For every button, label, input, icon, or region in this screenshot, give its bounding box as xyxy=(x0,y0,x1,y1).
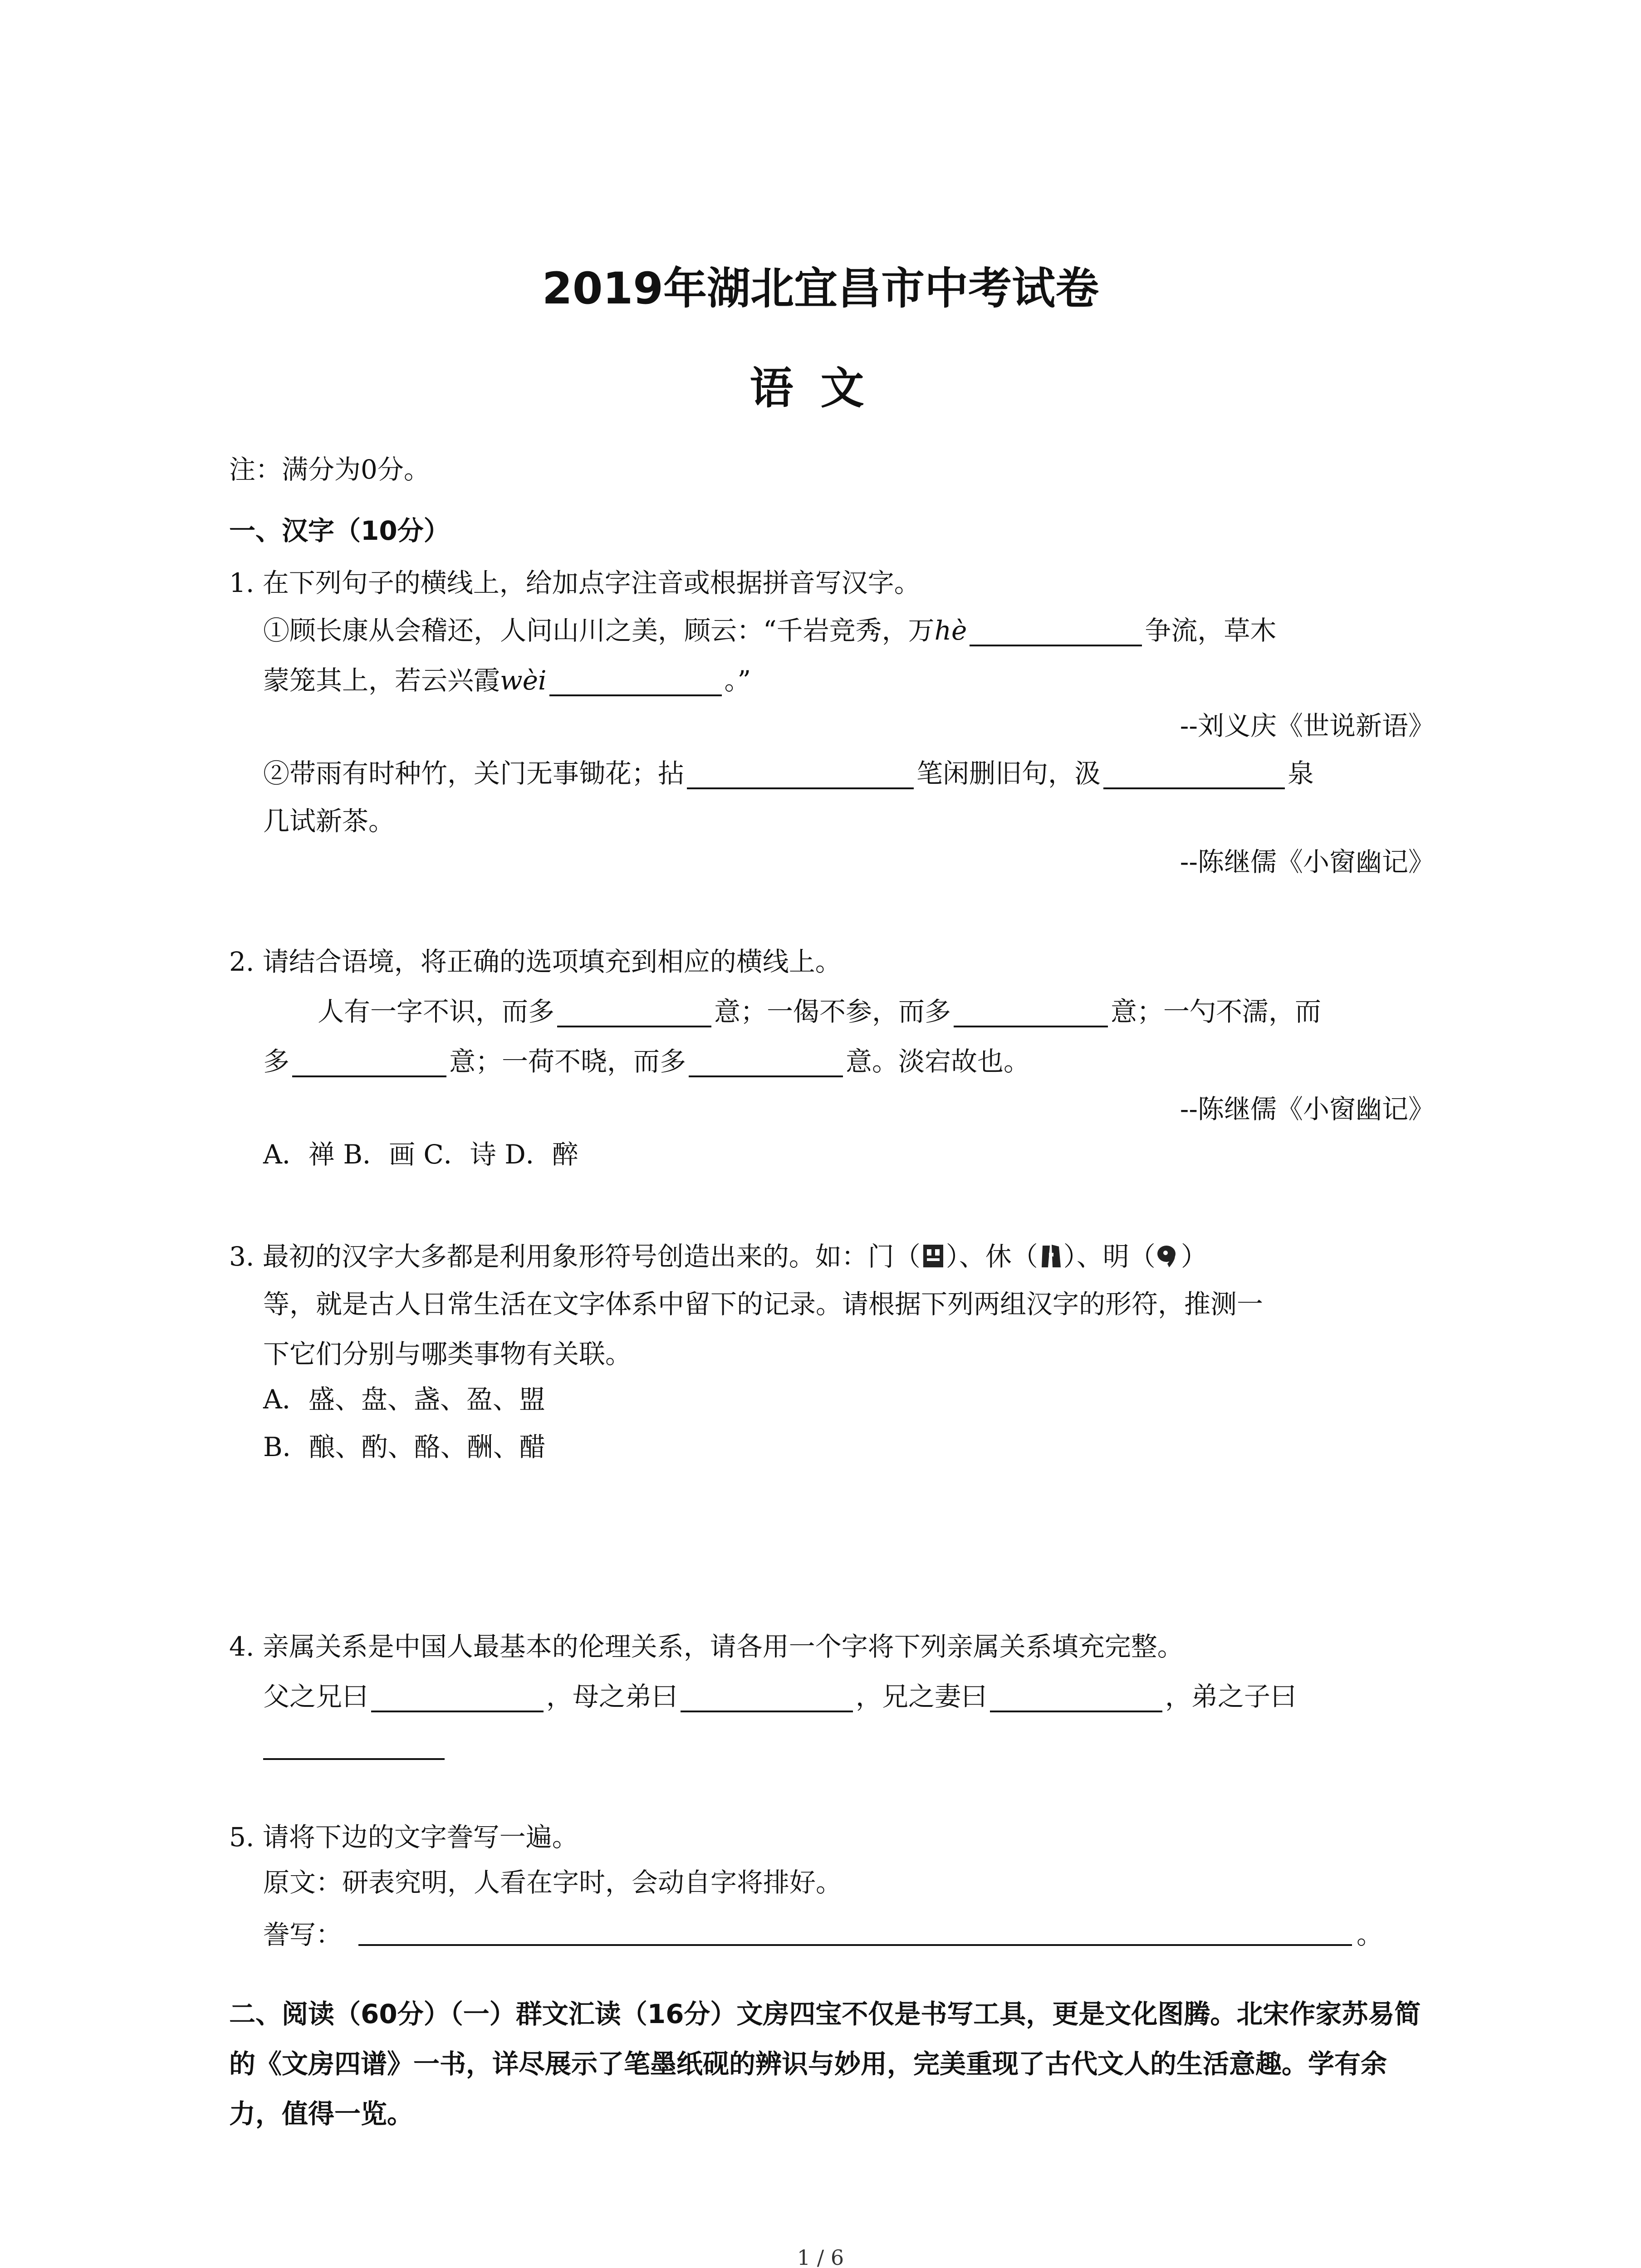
q3-text: ） xyxy=(1181,1241,1207,1272)
q5-copy-end: 。 xyxy=(1357,1919,1383,1950)
q5-original-text: 原文：研表究明，人看在字时，会动自字将排好。 xyxy=(263,1867,843,1898)
men-glyph-icon xyxy=(921,1242,946,1270)
section-heading-hanzi: 一、汉字（10分） xyxy=(229,515,450,546)
question-1-prompt: 1. 在下列句子的横线上，给加点字注音或根据拼音写汉字。 xyxy=(229,567,921,598)
question-3-line2: 等，就是古人日常生活在文字体系中留下的记录。请根据下列两组汉字的形符，推测一 xyxy=(263,1289,1264,1320)
q4-text: 父之兄曰 xyxy=(263,1681,369,1712)
q1b-text: 泉 xyxy=(1288,758,1314,789)
q2-text: 意；一偈不参，而多 xyxy=(714,996,951,1027)
question-4-prompt: 4. 亲属关系是中国人最基本的伦理关系，请各用一个字将下列亲属关系填充完整。 xyxy=(229,1631,1184,1662)
q2-text: 人有一字不识，而多 xyxy=(318,996,555,1027)
answer-blank[interactable] xyxy=(371,1684,544,1712)
question-2-line1 xyxy=(318,996,1321,1027)
answer-blank[interactable] xyxy=(687,761,914,789)
q2-text: 多 xyxy=(263,1046,290,1077)
question-1a-line1 xyxy=(263,615,1276,646)
q1a-source: --刘义庆《世说新语》 xyxy=(1180,710,1435,741)
question-2-line2 xyxy=(263,1046,1030,1077)
answer-blank[interactable] xyxy=(549,668,722,696)
exam-title: 2019年湖北宜昌市中考试卷 xyxy=(542,263,1099,314)
q4-text: ，弟之子曰 xyxy=(1165,1681,1297,1712)
question-3-line3: 下它们分别与哪类事物有关联。 xyxy=(263,1339,632,1369)
answer-blank[interactable] xyxy=(689,1049,843,1077)
question-1a-line2 xyxy=(263,665,751,696)
question-1b-line1 xyxy=(263,758,1314,789)
q1a-text: ①顾长康从会稽还，人问山川之美，顾云：“千岩竞秀，万 xyxy=(263,615,935,646)
answer-blank[interactable] xyxy=(954,999,1108,1027)
copy-answer-line[interactable] xyxy=(358,1944,1352,1946)
q1b-text: 笔闲删旧句，汲 xyxy=(916,758,1101,789)
question-4-line1 xyxy=(263,1681,1297,1712)
q2-options: A．禅 B．画 C．诗 D．醉 xyxy=(263,1139,578,1170)
q2-source: --陈继儒《小窗幽记》 xyxy=(1180,1094,1435,1124)
q1a-text-end: 争流，草木 xyxy=(1145,615,1277,646)
q1b-source: --陈继儒《小窗幽记》 xyxy=(1180,846,1435,877)
answer-blank[interactable] xyxy=(292,1049,446,1077)
question-1b-line2: 几试新茶。 xyxy=(263,806,395,836)
q3-text: ）、休（ xyxy=(945,1241,1038,1272)
q4-text: ，兄之妻曰 xyxy=(856,1681,988,1712)
answer-blank[interactable] xyxy=(970,618,1142,646)
question-2-prompt: 2. 请结合语境，将正确的选项填充到相应的横线上。 xyxy=(229,946,842,977)
q1a-text-end: 。” xyxy=(724,665,751,696)
question-5-prompt: 5. 请将下边的文字誊写一遍。 xyxy=(229,1822,578,1853)
answer-blank[interactable] xyxy=(557,999,711,1027)
section-reading-intro: 二、阅读（60分）（一）群文汇读（16分）文房四宝不仅是书写工具，更是文化图腾。北宋作家苏易简的《文房四谱》一书，详尽展示了笔墨纸砚的辨识与妙用，完美重现了古代文人的生活意趣。学有余力，值得一览。 xyxy=(229,1999,1421,2129)
q3-text: 3. 最初的汉字大多都是利用象形符号创造出来的。如：门（ xyxy=(229,1241,921,1272)
q1b-text: ②带雨有时种竹，关门无事锄花；拈 xyxy=(263,758,685,789)
answer-blank[interactable] xyxy=(990,1684,1162,1712)
q4-text: ，母之弟曰 xyxy=(546,1681,678,1712)
answer-blank[interactable] xyxy=(1103,761,1285,789)
q5-copy-label: 誊写： xyxy=(263,1919,343,1950)
q1a-pinyin: wèi xyxy=(500,665,547,696)
xiu-glyph-icon xyxy=(1038,1242,1063,1270)
question-3-line1 xyxy=(229,1241,1207,1272)
q2-text: 意。淡宕故也。 xyxy=(846,1046,1030,1077)
q2-text: 意；一勺不濡，而 xyxy=(1111,996,1322,1027)
q3-option-b: B．酿、酌、酪、酬、醋 xyxy=(263,1432,546,1462)
q2-text: 意；一荷不晓，而多 xyxy=(449,1046,686,1077)
page-number: 1 / 6 xyxy=(797,2245,844,2268)
subject-title: 语文 xyxy=(749,363,892,414)
ming-glyph-icon xyxy=(1156,1242,1181,1270)
q1a-pinyin: hè xyxy=(934,615,967,646)
q1a-text: 蒙笼其上，若云兴霞 xyxy=(263,665,500,696)
answer-blank[interactable] xyxy=(263,1758,445,1760)
answer-blank[interactable] xyxy=(681,1684,853,1712)
q3-option-a: A．盛、盘、盏、盈、盟 xyxy=(263,1384,545,1415)
score-note: 注：满分为0分。 xyxy=(229,454,430,485)
q3-text: ）、明（ xyxy=(1063,1241,1156,1272)
